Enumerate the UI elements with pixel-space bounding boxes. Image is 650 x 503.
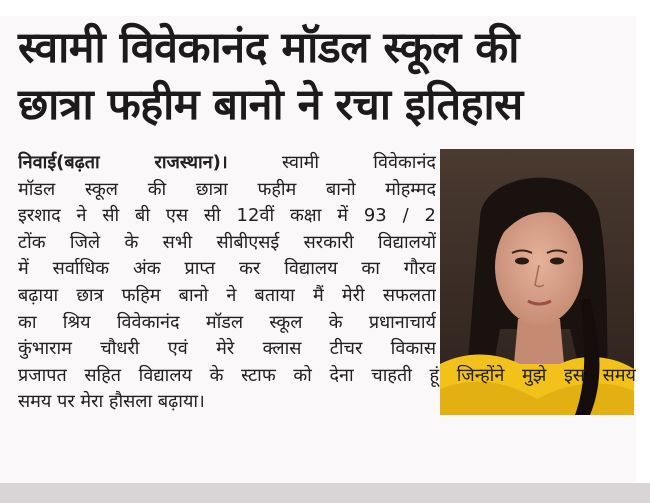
top-margin bbox=[0, 0, 650, 16]
article-line-6: बढ़ाया छात्र फहिम बानो ने बताया मैं मेरी सफलता bbox=[18, 284, 436, 306]
article-line-1 bbox=[18, 150, 436, 177]
article-line-3: इरशाद ने सी बी एस सी 12वीं कक्षा में 93 / 2 bbox=[18, 205, 436, 227]
bottom-band bbox=[0, 483, 650, 503]
dateline: निवाई(बढ़ता राजस्थान)। bbox=[18, 152, 228, 173]
article-line-1-text: स्वामी विवेकानंद bbox=[281, 152, 436, 173]
right-margin bbox=[636, 0, 650, 503]
article-line-5: में सर्वाधिक अंक प्राप्त कर विद्यालय का गौरव bbox=[18, 258, 436, 280]
article-line-8: कुंभाराम चौधरी एवं मेरे क्लास टीचर विकास bbox=[18, 338, 436, 360]
article-line-7: का श्रिय विवेकानंद मॉडल स्कूल के प्रधानाचार्य bbox=[18, 311, 436, 333]
article-line-4: टोंक जिले के सभी सीबीएसई सरकारी विद्यालयों bbox=[18, 231, 436, 253]
headline-line-1: स्वामी विवेकानंद मॉडल स्कूल की bbox=[18, 23, 519, 73]
article-line-2: मॉडल स्कूल की छात्रा फहीम बानो मोहम्मद bbox=[18, 178, 436, 200]
headline-line-2: छात्रा फहीम बानो ने रचा इतिहास bbox=[18, 80, 523, 130]
headline bbox=[18, 20, 636, 134]
article-line-9: प्रजापत सहित विद्यालय के स्टाफ को देना चाहती हूं जिन्होंने मुझे इस समय bbox=[18, 364, 636, 386]
article-body bbox=[18, 150, 638, 416]
article-line-10: समय पर मेरा हौसला बढ़ाया। bbox=[18, 391, 205, 413]
